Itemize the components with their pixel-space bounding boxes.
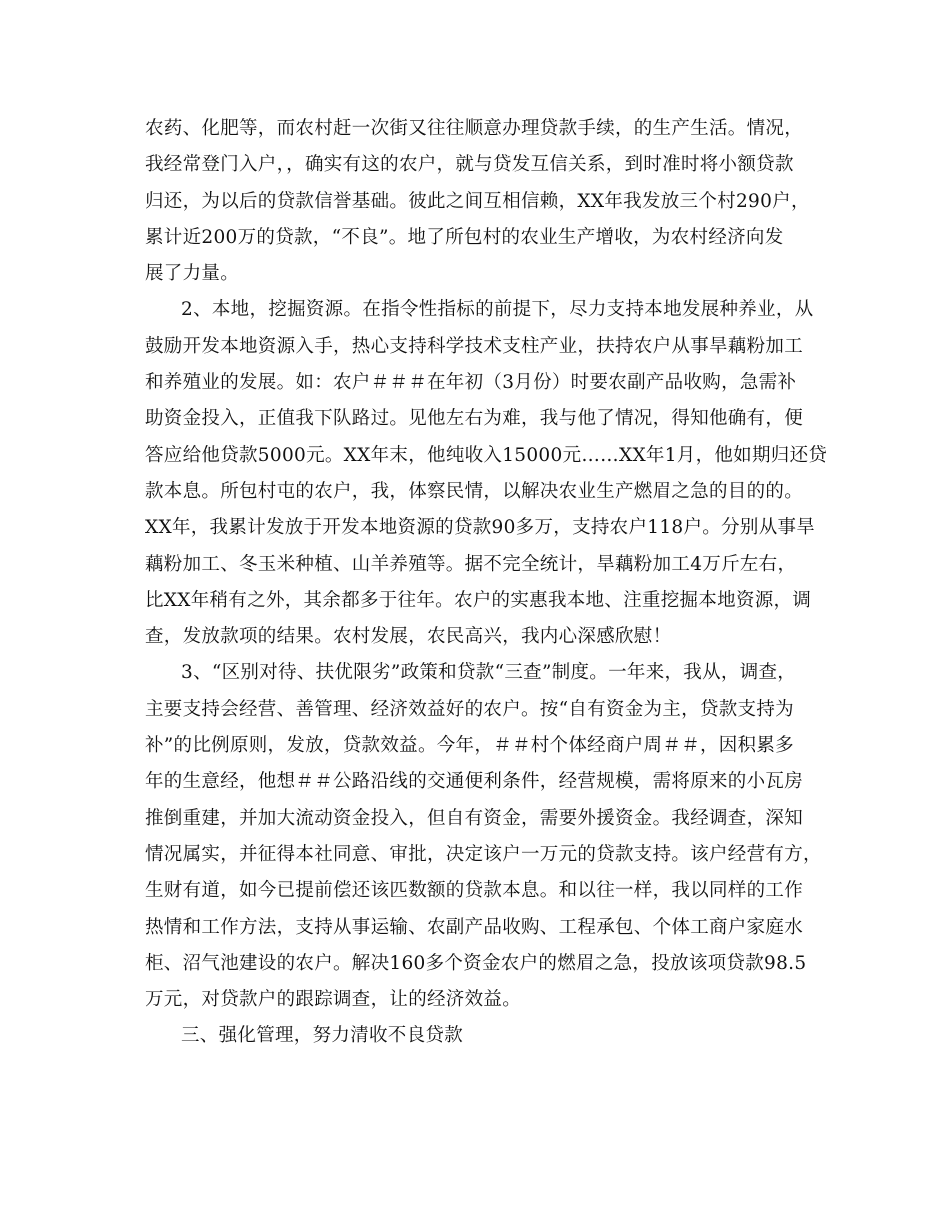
document-body bbox=[145, 111, 828, 1055]
text-line: 农药、化肥等，而农村赶一次街又往往顺意办理贷款手续，的生产生活。情况， bbox=[145, 118, 804, 139]
paragraph-start-line: 3、“区别对待、扶优限劣”政策和贷款“三查”制度。一年来，我从，调查， bbox=[181, 662, 797, 684]
text-line: 查，发放款项的结果。农村发展，农民高兴，我内心深感欣慰！ bbox=[145, 626, 672, 648]
text-line: 鼓励开发本地资源入手，热心支持科学技术支柱产业，扶持农户从事旱藕粉加工 bbox=[145, 335, 804, 357]
text-line: 助资金投入，正值我下队路过。见他左右为难，我与他了情况，得知他确有，便 bbox=[145, 408, 804, 430]
text-line: 情况属实，并征得本社同意、审批，决定该户一万元的贷款支持。该户经营有方， bbox=[145, 843, 822, 865]
text-line: 归还，为以后的贷款信誉基础。彼此之间互相信赖，XX年我发放三个村290户， bbox=[145, 190, 810, 212]
text-line: 万元，对贷款户的跟踪调查，让的经济效益。 bbox=[145, 989, 522, 1011]
text-line: 和养殖业的发展。如：农户＃＃＃在年初（3月份）时要农副产品收购，急需补 bbox=[145, 372, 797, 394]
text-line: 款本息。所包村屯的农户，我，体察民情，以解决农业生产燃眉之急的目的的。 bbox=[145, 480, 804, 502]
text-line: 展了力量。 bbox=[145, 263, 240, 285]
text-line: XX年，我累计发放于开发本地资源的贷款90多万，支持农户118户。分别从事旱 bbox=[145, 517, 816, 539]
text-line: 柜、沼气池建设的农户。解决160多个资金农户的燃眉之急，投放该项贷款98.5 bbox=[145, 952, 807, 974]
text-line: 补”的比例原则，发放，贷款效益。今年，＃＃村个体经商户周＃＃，因积累多 bbox=[145, 735, 794, 757]
text-line: 主要支持会经营、善管理、经济效益好的农户。按“自有资金为主，贷款支持为 bbox=[145, 698, 794, 720]
text-line: 年的生意经，他想＃＃公路沿线的交通便利条件，经营规模，需将原来的小瓦房 bbox=[145, 771, 804, 793]
paragraph-start-line: 2、本地，挖掘资源。在指令性指标的前提下，尽力支持本地发展种养业，从 bbox=[181, 299, 814, 321]
text-line: 生财有道，如今已提前偿还该匹数额的贷款本息。和以往一样，我以同样的工作 bbox=[145, 880, 804, 902]
section-heading: 三、强化管理，努力清收不良贷款 bbox=[181, 1025, 464, 1047]
text-line: 答应给他贷款5000元。XX年末，他纯收入15000元……XX年1月，他如期归还贷 bbox=[145, 444, 828, 466]
text-line: 热情和工作方法，支持从事运输、农副产品收购、工程承包、个体工商户家庭水 bbox=[145, 916, 804, 938]
text-line: 推倒重建，并加大流动资金投入，但自有资金，需要外援资金。我经调查，深知 bbox=[145, 807, 804, 829]
text-line: 我经常登门入户，，确实有这的农户，就与贷发互信关系，到时准时将小额贷款 bbox=[145, 154, 794, 176]
text-line: 比XX年稍有之外，其余都多于往年。农户的实惠我本地、注重挖掘本地资源，调 bbox=[145, 589, 812, 611]
text-line: 藕粉加工、冬玉米种植、山羊养殖等。据不完全统计，旱藕粉加工4万斤左右， bbox=[145, 553, 797, 575]
text-line: 累计近200万的贷款，“不良”。地了所包村的农业生产增收，为农村经济向发 bbox=[145, 226, 784, 248]
